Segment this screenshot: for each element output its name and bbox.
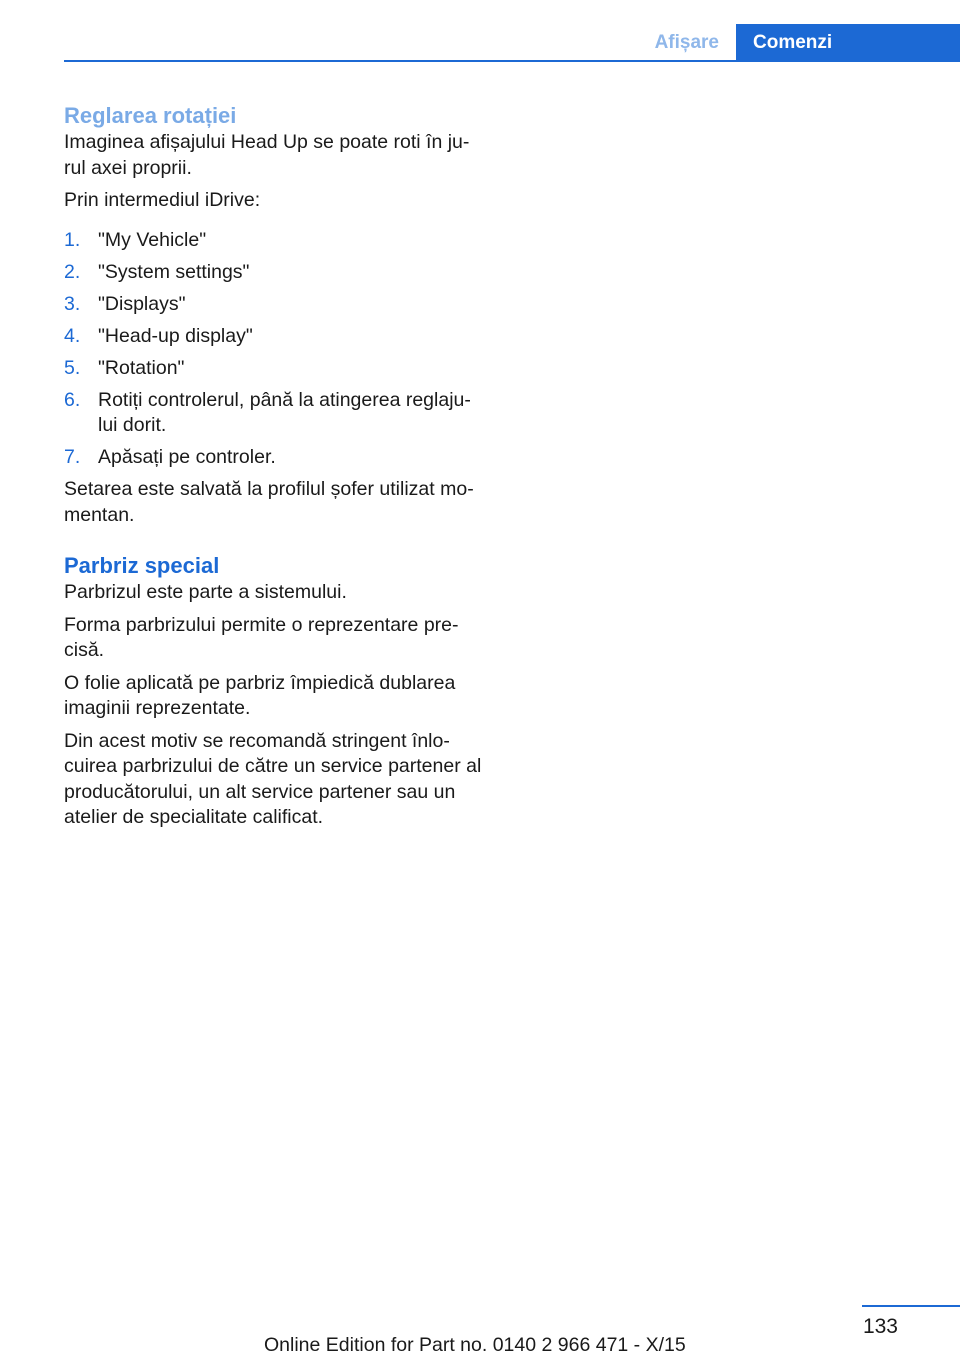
windshield-paragraph: Parbrizul este parte a sistemului.: [64, 581, 347, 603]
step-text: Apăsați pe controler.: [98, 446, 276, 468]
step-text: "Rotation": [98, 356, 185, 379]
step-number: 2.: [64, 260, 81, 283]
rotation-lead: Prin intermediul iDrive:: [64, 189, 261, 211]
edition-footer: Online Edition for Part no. 0140 2 966 471 - X/15: [264, 1334, 686, 1356]
list-item: [64, 228, 484, 254]
step-text: "Head-up display": [98, 324, 253, 347]
tab-comenzi[interactable]: Comenzi: [736, 24, 960, 61]
step-text: Rotiți controlerul, până la atingerea reglaju-lui dorit.: [98, 388, 471, 436]
step-text: "System settings": [98, 260, 250, 283]
rotation-intro: Imaginea afișajului Head Up se poate roti în ju-rul axei proprii.: [64, 131, 470, 179]
step-number: 1.: [64, 228, 81, 251]
windshield-paragraph: Forma parbrizului permite o reprezentare pre-cisă.: [64, 613, 459, 661]
windshield-paragraph: O folie aplicată pe parbriz împiedică dublarea imaginii reprezentate.: [64, 671, 456, 719]
section-title-rotation: Reglarea rotației: [64, 103, 237, 128]
step-number: 6.: [64, 388, 81, 411]
list-item: [64, 324, 484, 350]
header-divider: [64, 60, 960, 62]
step-text: "My Vehicle": [98, 228, 207, 251]
step-number: 7.: [64, 446, 81, 468]
section-title-windshield: Parbriz special: [64, 553, 220, 578]
steps-list: [64, 228, 484, 471]
step-number: 4.: [64, 324, 81, 347]
tab-afisare[interactable]: Afișare: [638, 24, 736, 61]
list-item: [64, 445, 484, 471]
footer-divider: [862, 1305, 960, 1307]
list-item: [64, 260, 484, 286]
list-item: [64, 388, 484, 439]
step-number: 5.: [64, 356, 81, 379]
rotation-note: Setarea este salvată la profilul șofer utilizat mo-mentan.: [64, 478, 474, 526]
page-content: [64, 102, 484, 838]
step-number: 3.: [64, 292, 81, 315]
list-item: [64, 356, 484, 382]
step-text: "Displays": [98, 292, 186, 315]
page-number: 133: [862, 1315, 898, 1338]
list-item: [64, 292, 484, 318]
header-tabs: [638, 24, 960, 61]
windshield-paragraph: Din acest motiv se recomandă stringent înlo-cuirea parbrizului de către un service partener al producătorului, un alt service partener sau un atelier de specialitate calificat.: [64, 729, 482, 828]
